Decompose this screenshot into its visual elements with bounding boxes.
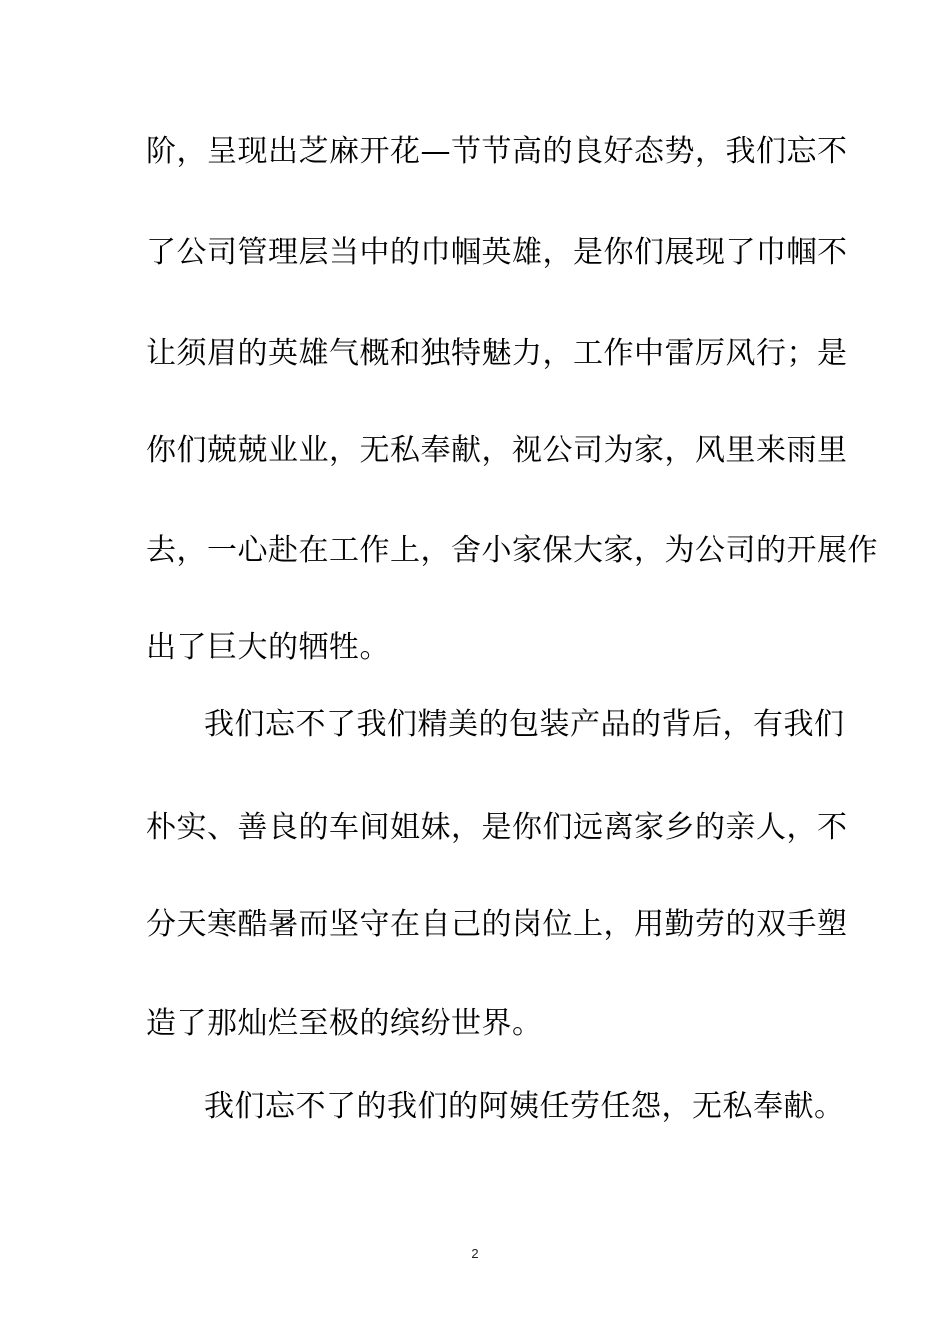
- text-line: 去，一心赴在工作上，舍小家保大家，为公司的开展作: [146, 533, 878, 568]
- text-line: 了公司管理层当中的巾帼英雄，是你们展现了巾帼不: [146, 235, 848, 270]
- text-line: 你们兢兢业业，无私奉献，视公司为家，风里来雨里: [146, 433, 848, 468]
- page-number: 2: [471, 1246, 479, 1261]
- text-line: 出了巨大的牺牲。: [146, 630, 390, 665]
- text-line: 分天寒酷暑而坚守在自己的岗位上，用勤劳的双手塑: [146, 907, 848, 942]
- text-line: 阶，呈现出芝麻开花—节节高的良好态势，我们忘不: [146, 134, 848, 169]
- text-line: 造了那灿烂至极的缤纷世界。: [146, 1006, 543, 1041]
- paragraph-first-line: 我们忘不了我们精美的包装产品的背后，有我们: [204, 707, 845, 742]
- text-line: 让须眉的英雄气概和独特魅力，工作中雷厉风行；是: [146, 336, 848, 371]
- paragraph-first-line: 我们忘不了的我们的阿姨任劳任怨，无私奉献。: [204, 1089, 845, 1124]
- text-line: 朴实、善良的车间姐妹，是你们远离家乡的亲人，不: [146, 810, 848, 845]
